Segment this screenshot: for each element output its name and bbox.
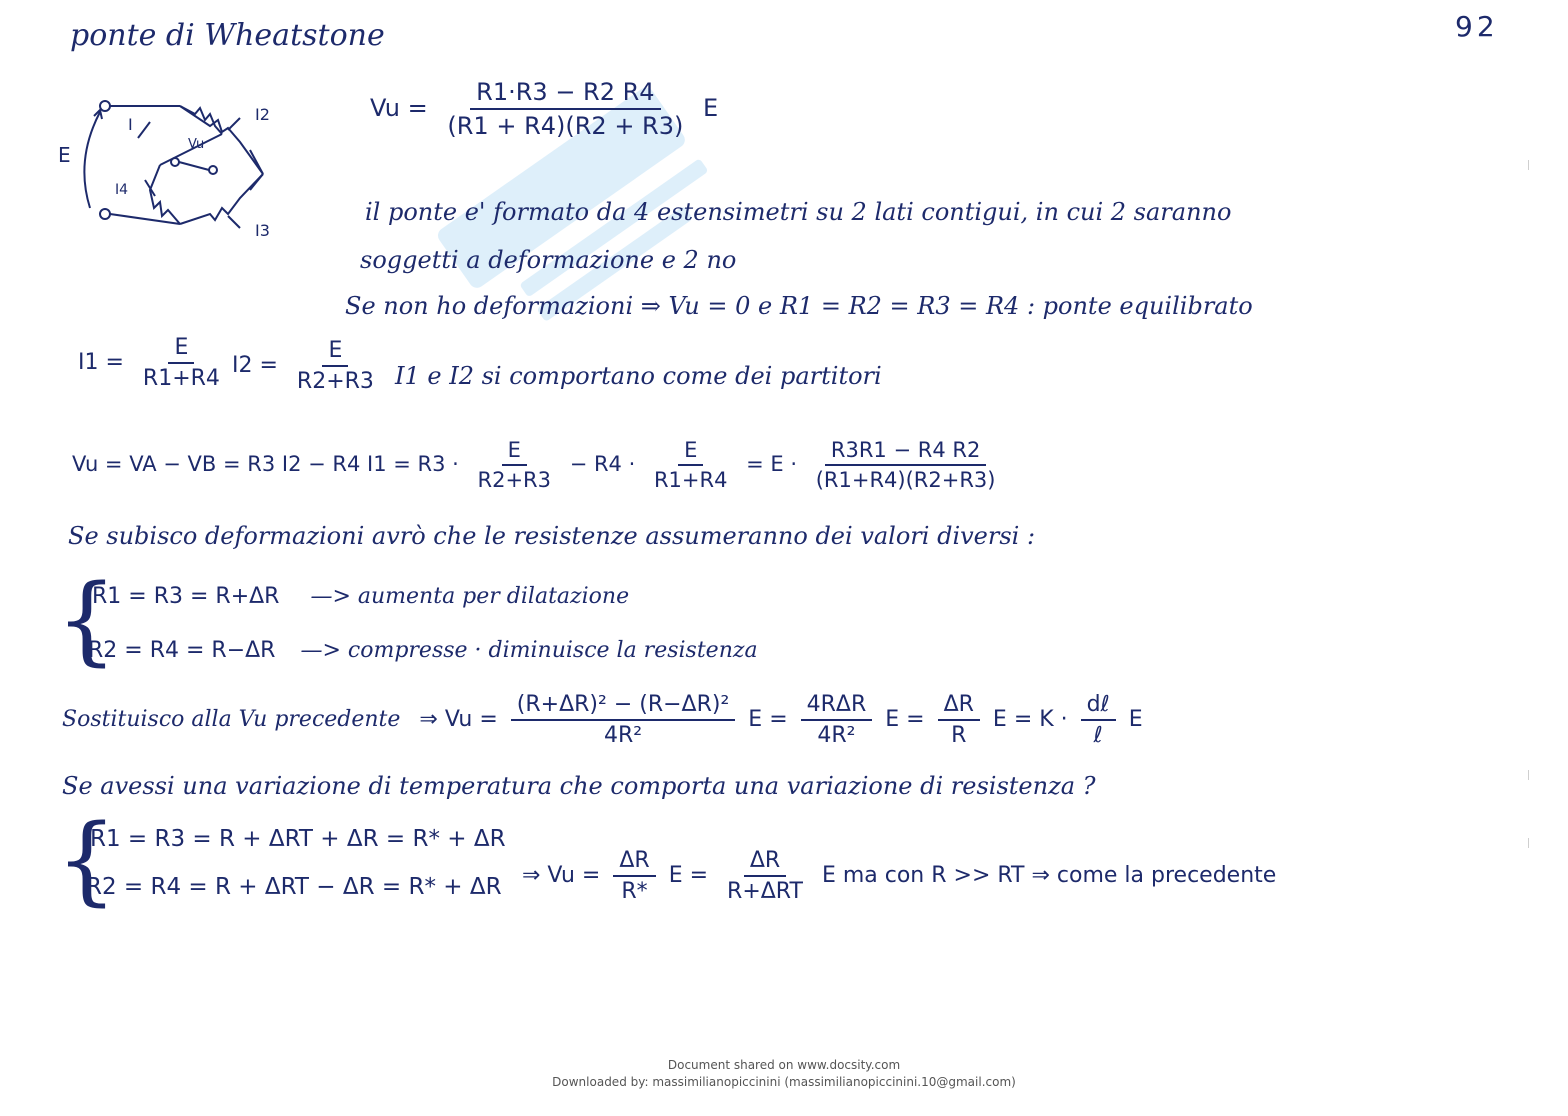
system2-row-a: R1 = R3 = R + ΔRT + ΔR = R* + ΔR [90,826,506,852]
scan-mark [1528,770,1529,780]
label-i4: I4 [115,182,129,198]
system2-row-b: R2 = R4 = R + ΔRT − ΔR = R* + ΔR [86,874,502,900]
scan-mark [1528,838,1529,848]
text-line-4: I1 e I2 si comportano come dei partitori [395,362,882,390]
system1-row-a: R1 = R3 = R+ΔR —> aumenta per dilatazione [92,584,630,609]
page-number: 92 [1455,10,1499,43]
text-line-2: soggetti a deformazione e 2 no [360,246,737,274]
final-formula: ⇒ Vu = $\frac{\Delta R}{R*}$ E = $\frac{\Delta R}{\text{R+ΔRT}}$ E ma con R >> RT ⇒ come la precedente [522,848,1277,904]
system1-row-b: R2 = R4 = R−ΔR —> compresse · diminuisce la resistenza [88,638,758,663]
node-b [209,166,217,174]
footer-shared: Document shared on www.docsity.com [667,1058,901,1072]
page-title: ponte di Wheatstone [70,18,385,53]
text-line-1: il ponte e' formato da 4 estensimetri su 2 lati contigui, in cui 2 saranno [365,198,1232,226]
vu-main-formula: Vu = $\frac{R1\cdot R3 - R2 R4}{(R1 + R4)(R2 + R3)}$ E [370,78,719,140]
label-i: I [128,115,133,134]
formula-i1: I1 = $\frac{E}{R1+R4}$ [78,335,220,391]
system-brace-2: { [56,804,118,916]
resistor-r3 [180,174,263,224]
label-i2: I2 [255,105,270,124]
wheatstone-bridge-diagram [50,90,300,250]
label-i3: I3 [255,221,270,240]
text-line-3: Se non ho deformazioni ⇒ Vu = 0 e R1 = R2 = R3 = R4 : ponte equilibrato [345,292,1253,320]
text-line-6: Se avessi una variazione di temperatura che comporta una variazione di resistenza ? [62,772,1096,800]
scan-mark [1528,160,1529,170]
footer-downloaded: Downloaded by: massimilianopiccinini (massimilianopiccinini.10@gmail.com) [552,1075,1016,1089]
formula-i2: I2 = $\frac{E}{R2+R3}$ [232,338,374,394]
bottom-terminal [100,209,110,219]
text-line-5: Se subisco deformazioni avrò che le resistenze assumeranno dei valori diversi : [68,522,1036,550]
label-vu: Vu [188,137,205,152]
node-a [171,158,179,166]
substitution-formula: Sostituisco alla Vu precedente ⇒ Vu = $\frac{\text{(R+ΔR)² − (R−ΔR)²}}{\text{4R²}}$ E = $\frac{\text{4RΔR}}{\text{4R²}}$ E = $\frac{\Delta R}{R}$ E = K · $\frac{\text{dℓ}}{\text{ℓ}}$ E [62,692,1143,748]
vu-expansion-formula: Vu = VA − VB = R3 I2 − R4 I1 = R3 · $\frac{E}{R2+R3}$ − R4 · $\frac{E}{R1+R4}$ = E · $\frac{R3R1 - R4 R2}{(R1+R4)(R2+R3)}$ [72,438,996,492]
system-brace-1: { [56,564,118,676]
top-terminal [100,101,110,111]
label-e: E [58,143,71,167]
